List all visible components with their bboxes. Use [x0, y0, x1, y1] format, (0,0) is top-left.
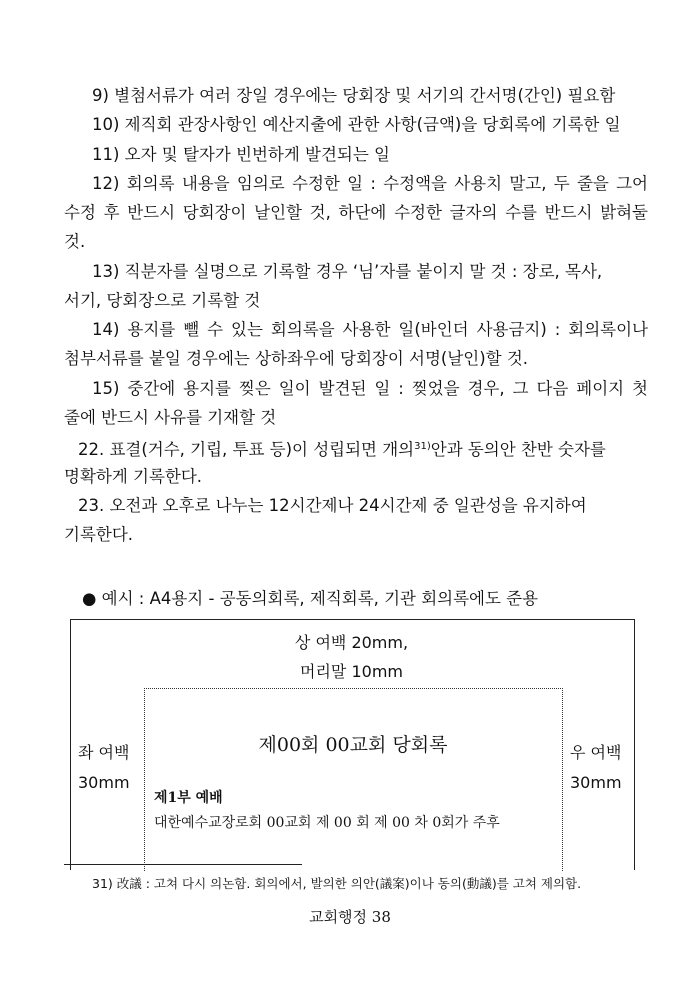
- footnote-text: 31) 改議 : 고쳐 다시 의논함. 회의에서, 발의한 의안(議案)이나 동의(動議)를 고쳐 제의함.: [92, 876, 582, 891]
- sample-part-heading: 제1부 예배: [154, 790, 223, 806]
- right-margin-value: 30mm: [570, 773, 622, 792]
- right-margin-title: 우 여백: [570, 743, 622, 762]
- left-margin-title: 좌 여백: [78, 743, 130, 762]
- body-line: 첨부서류를 붙일 경우에는 상하좌우에 당회장이 서명(날인)할 것.: [64, 349, 529, 368]
- left-margin-label: [78, 738, 130, 798]
- left-margin-value: 30mm: [78, 773, 130, 792]
- body-line: 10) 제직회 관장사항인 예산지출에 관한 사항(금액)을 당회록에 기록한 일: [92, 115, 621, 134]
- body-text: 안과 동의안 찬반 숫자를: [430, 440, 606, 459]
- body-line: 23. 오전과 오후로 나누는 12시간제나 24시간제 중 일관성을 유지하여: [78, 496, 587, 515]
- body-line: 15) 중간에 용지를 찢은 일이 발견된 일 : 찢었을 경우, 그 다음 페이지 첫: [92, 379, 648, 398]
- example-heading: [82, 585, 538, 609]
- bullet-icon: ●: [82, 589, 97, 608]
- body-line: 기록한다.: [64, 525, 134, 544]
- example-label: 예시 : A4용지 - 공동의회록, 제직회록, 기관 회의록에도 준용: [101, 589, 539, 608]
- sample-subtitle: 대한예수교장로회 00교회 제 00 회 제 00 차 0회가 주후: [154, 815, 500, 831]
- body-line: 명확하게 기록한다.: [64, 467, 203, 486]
- body-line: 11) 오자 및 탈자가 빈번하게 발견되는 일: [92, 145, 390, 164]
- footnote-ref[interactable]: 31): [414, 441, 431, 452]
- body-text: 22. 표결(거수, 기립, 투표 등)이 성립되면 개의: [78, 440, 415, 459]
- body-line: 줄에 반드시 사유를 기재할 것: [64, 408, 277, 427]
- body-line: 수정 후 반드시 당회장이 날인할 것, 하단에 수정한 글자의 수를 반드시 밝혀둘: [64, 203, 648, 222]
- body-line: 서기, 당회장으로 기록할 것: [64, 291, 261, 310]
- body-line: 14) 용지를 뺄 수 있는 회의록을 사용한 일(바인더 사용금지) : 회의록이나: [92, 320, 648, 339]
- page-layout-inner-box: [144, 688, 563, 871]
- sample-document-title: 제00회 00교회 당회록: [258, 734, 448, 756]
- header-margin-label: 머리말 10mm: [300, 662, 403, 681]
- right-margin-label: [570, 738, 622, 798]
- body-line: 것.: [64, 232, 86, 251]
- body-line: 9) 별첨서류가 여러 장일 경우에는 당회장 및 서기의 간서명(간인) 필요함: [92, 86, 616, 105]
- body-line-vote: [78, 437, 648, 460]
- top-margin-label: 상 여백 20mm,: [294, 633, 409, 652]
- page-footer: 교회행정 38: [309, 908, 391, 926]
- body-line: 13) 직분자를 실명으로 기록할 경우 ‘님’자를 붙이지 말 것 : 장로, 목사,: [92, 262, 603, 281]
- body-line: 12) 회의록 내용을 임의로 수정한 일 : 수정액을 사용치 말고, 두 줄을 그어: [92, 174, 648, 193]
- footnote-divider: [64, 864, 302, 865]
